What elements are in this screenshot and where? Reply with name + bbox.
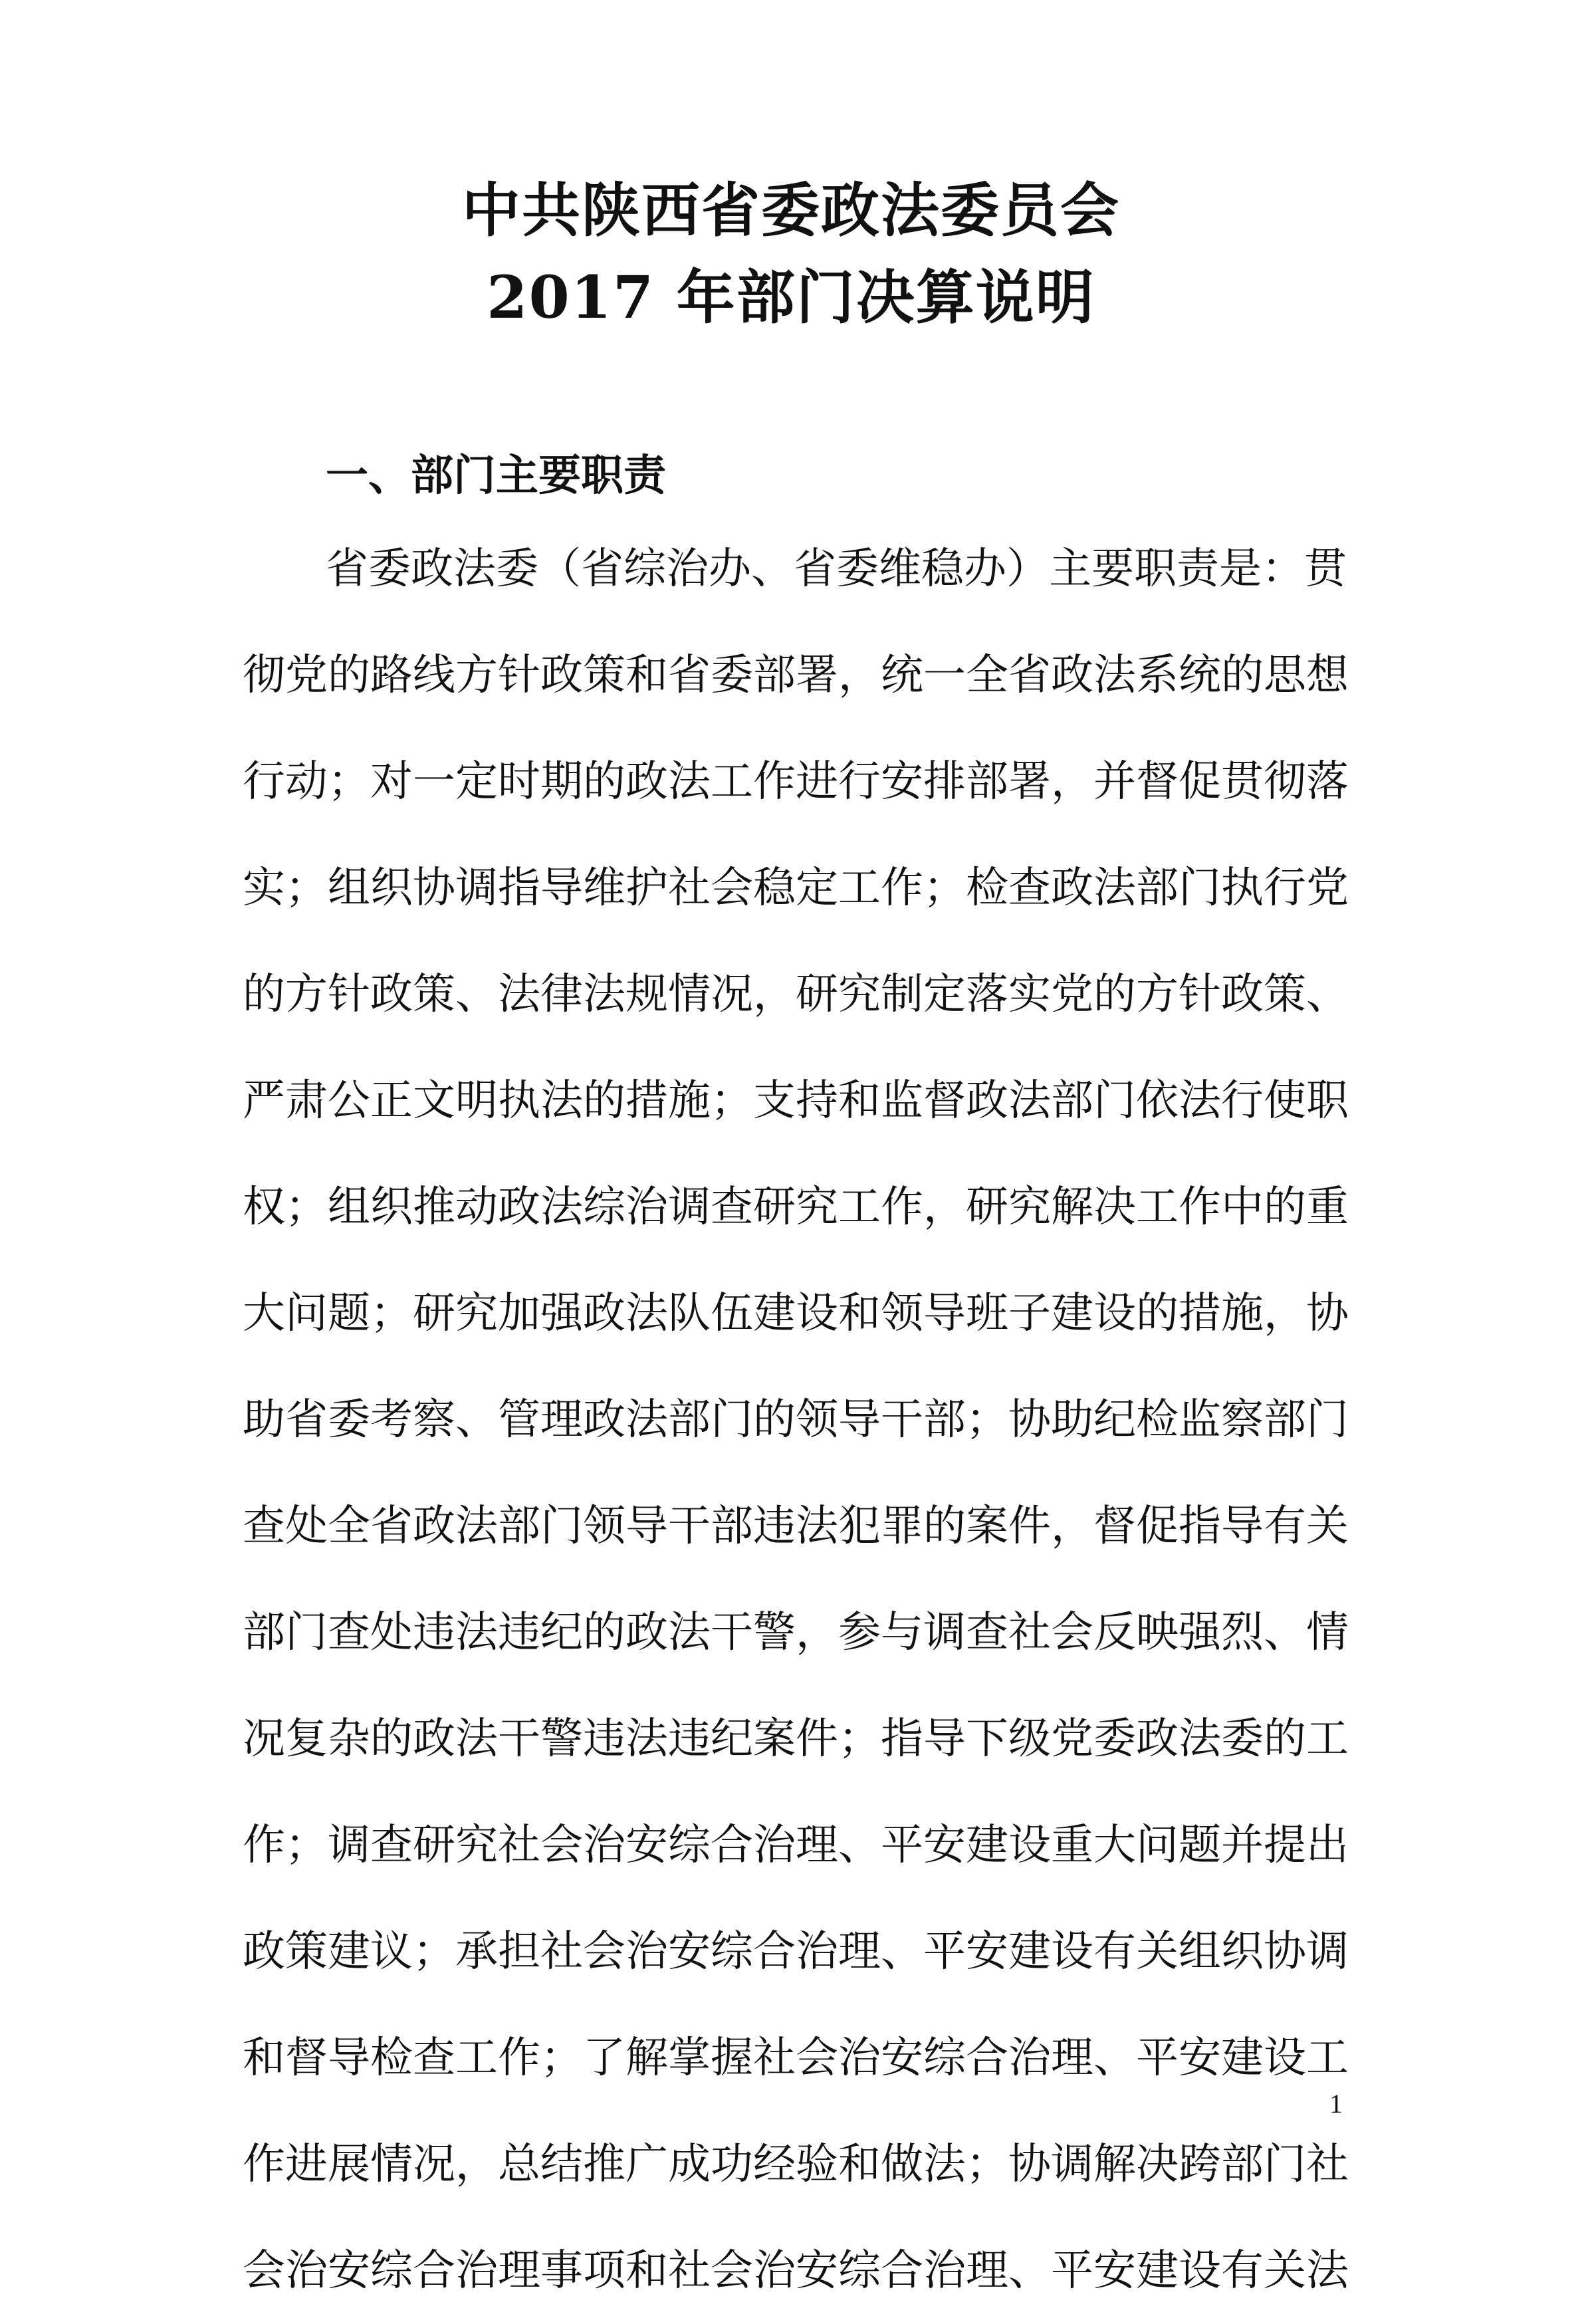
paragraph-line: 会治安综合治理事项和社会治安综合治理、平安建设有关法 [243,2246,1349,2295]
paragraph-line: 况复杂的政法干警违法违纪案件；指导下级党委政法委的工 [243,1714,1349,1764]
paragraph-line: 权；组织推动政法综治调查研究工作，研究解决工作中的重 [243,1183,1349,1232]
page-number: 1 [1329,2089,1343,2119]
paragraph-line: 大问题；研究加强政法队伍建设和领导班子建设的措施，协 [243,1289,1349,1338]
document-title-line-2: 2017 年部门决算说明 [487,263,1095,332]
paragraph-line: 部门查处违法违纪的政法干警，参与调查社会反映强烈、情 [243,1608,1349,1657]
paragraph-line: 和督导检查工作；了解掌握社会治安综合治理、平安建设工 [243,2034,1349,2083]
paragraph-line: 严肃公正文明执法的措施；支持和监督政法部门依法行使职 [243,1076,1349,1125]
paragraph-line: 彻党的路线方针政策和省委部署，统一全省政法系统的思想 [243,651,1349,700]
paragraph-line: 作；调查研究社会治安综合治理、平安建设重大问题并提出 [243,1821,1349,1870]
section-heading: 一、部门主要职责 [326,451,666,501]
paragraph-line: 作进展情况，总结推广成功经验和做法；协调解决跨部门社 [243,2140,1349,2189]
paragraph-line: 政策建议；承担社会治安综合治理、平安建设有关组织协调 [243,1927,1349,1976]
document-title-line-1: 中共陕西省委政法委员会 [461,175,1120,245]
paragraph-line: 行动；对一定时期的政法工作进行安排部署，并督促贯彻落 [243,757,1349,806]
paragraph-line: 的方针政策、法律法规情况，研究制定落实党的方针政策、 [243,970,1349,1019]
section-paragraph [243,516,1349,2324]
paragraph-line: 实；组织协调指导维护社会稳定工作；检查政法部门执行党 [243,864,1349,913]
paragraph-line: 助省委考察、管理政法部门的领导干部；协助纪检监察部门 [243,1395,1349,1445]
paragraph-line: 查处全省政法部门领导干部违法犯罪的案件，督促指导有关 [243,1502,1349,1551]
paragraph-line: 省委政法委（省综治办、省委维稳办）主要职责是：贯 [326,544,1347,594]
